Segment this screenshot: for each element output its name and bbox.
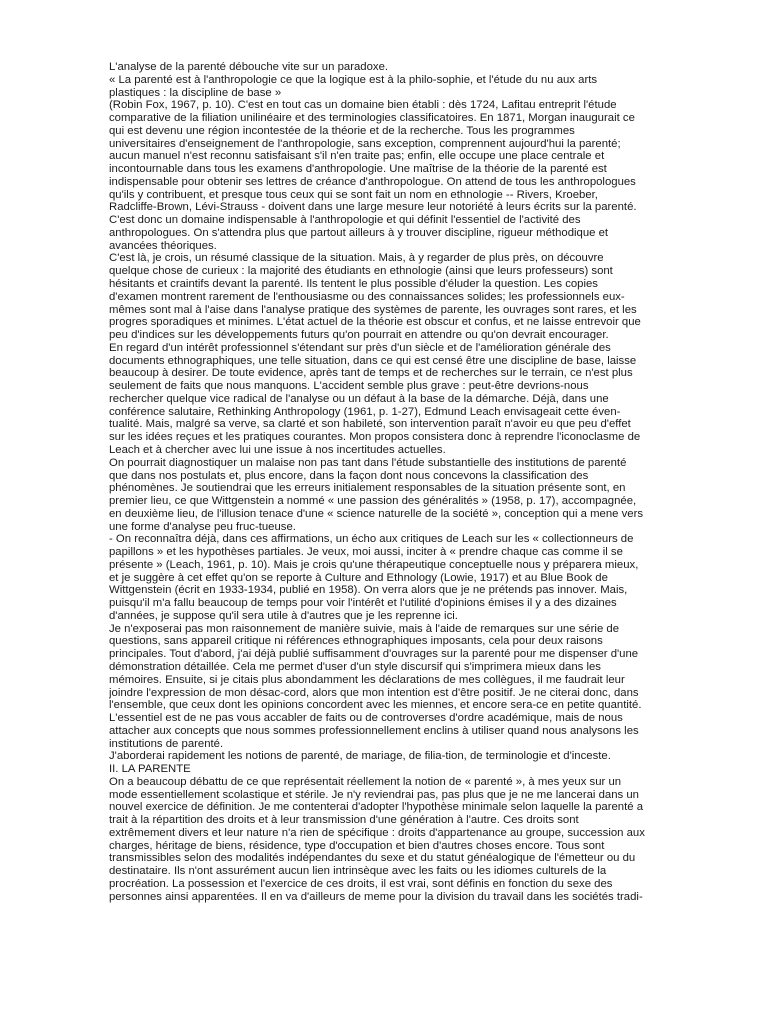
text-line: présente » (Leach, 1961, p. 10). Mais je crois qu'une thérapeutique conceptuelle nous y préparera mieux, bbox=[109, 558, 639, 571]
text-line: phénomènes. Je soutiendrai que les erreurs initialement responsables de la situation présente sont, en bbox=[109, 482, 626, 495]
text-line: et je suggère à cet effet qu'on se reporte à Culture and Ethnology (Lowie, 1917) et au Blue Book de bbox=[109, 571, 608, 584]
text-line: comparative de la filiation unilinéaire et des terminologies classificatoires. En 1871, Morgan inaugurait ce bbox=[109, 112, 635, 125]
text-line: J'aborderai rapidement les notions de parenté, de mariage, de filia-tion, de terminologie et d'inceste. bbox=[109, 750, 611, 763]
text-line: En regard d'un intérêt professionnel s'étendant sur près d'un siècle et de l'amélioration générale des bbox=[109, 341, 611, 354]
text-line: procréation. La possession et l'exercice de ces droits, il est vrai, sont définis en fonction du sexe des bbox=[109, 878, 613, 890]
text-line: nouvel exercice de définition. Je me contenterai d'adopter l'hypothèse minimale selon laquelle la parenté a bbox=[109, 801, 644, 814]
text-line: extrêmement divers et leur nature n'a rien de spécifique : droits d'appartenance au groupe, succession aux bbox=[109, 826, 645, 839]
text-line: incontournable dans tous les examens d'anthropologie. Une maîtrise de la théorie de la parenté est bbox=[109, 163, 607, 176]
text-line: démonstration détaillée. Cela me permet d'user d'un style discursif qui s'imprimera mieux dans les bbox=[109, 660, 601, 673]
text-line: Radcliffe-Brown, Lévi-Strauss - doivent dans une large mesure leur notoriété à leurs écrits sur la parenté. bbox=[109, 201, 637, 214]
text-line: d'années, je suppose qu'il sera utile à d'autres que je les reprenne ici. bbox=[109, 609, 458, 622]
text-line: conférence salutaire, Rethinking Anthropology (1961, p. 1-27), Edmund Leach envisageait cette éven- bbox=[109, 405, 621, 418]
text-line: universitaires d'enseignement de l'anthropologie, sans exception, comprennent aujourd'hui la parenté; bbox=[109, 137, 621, 150]
text-line: principales. Tout d'abord, j'ai déjà publié suffisamment d'ouvrages sur la parenté pour me dispenser d'une bbox=[109, 648, 639, 661]
text-line: personnes ainsi apparentées. Il en va d'ailleurs de meme pour la division du travail dans les sociétés tradi- bbox=[109, 890, 643, 903]
text-line: puisqu'il m'a fallu beaucoup de temps pour voir l'intérêt et l'utilité d'opinions émises il y a des dizaines bbox=[109, 597, 617, 610]
text-line: qu'ils y contribuent, et presque tous ceux qui se sont fait un nom en ethnologie -- Rivers, Kroeber, bbox=[109, 188, 598, 201]
text-line: une forme d'analyse peu fruc-tueuse. bbox=[109, 520, 296, 533]
text-line: aucun manuel n'est reconnu satisfaisant s'il n'en traite pas; enfin, elle occupe une place centrale et bbox=[109, 150, 605, 163]
text-line: (Robin Fox, 1967, p. 10). C'est en tout cas un domaine bien établi : dès 1724, Lafitau entreprit l'étude bbox=[109, 99, 617, 112]
text-line: qui est devenu une région incontestée de la théorie et de la recherche. Tous les programmes bbox=[109, 124, 575, 137]
text-line: mémoires. Ensuite, si je citais plus abondamment les déclarations de mes collègues, il me faudrait leur bbox=[109, 673, 625, 686]
text-line: joindre l'expression de mon désac-cord, alors que mon intention est d'être positif. Je ne citerai donc, dans bbox=[109, 686, 639, 699]
text-line: indispensable pour obtenir ses lettres de créance d'anthropologue. On attend de tous les anthropologues bbox=[109, 175, 636, 188]
text-line: progres sporadiques et minimes. L'état actuel de la théorie est obscur et confus, et ne laisse entrevoir que bbox=[109, 316, 641, 329]
text-line: mode essentiellement scolastique et stérile. Je n'y reviendrai pas, pas plus que je ne me lancerai dans un bbox=[109, 788, 639, 801]
text-line: charges, héritage de biens, résidence, type d'occupation et bien d'autres choses encore. Tous sont bbox=[109, 839, 605, 852]
text-line: papillons » et les hypothèses partiales. Je veux, moi aussi, inciter à « prendre chaque cas comme il se bbox=[109, 546, 623, 559]
body-text bbox=[109, 61, 669, 904]
text-line: quelque chose de curieux : la majorité des étudiants en ethnologie (ainsi que leurs professeurs) sont bbox=[109, 265, 613, 278]
text-line: Je n'exposerai pas mon raisonnement de manière suivie, mais à l'aide de remarques sur une série de bbox=[109, 622, 620, 635]
text-line: avancées théoriques. bbox=[109, 239, 217, 252]
text-line: Wittgenstein (écrit en 1933-1934, publié en 1958). On verra alors que je ne prétends pas innover. Mais, bbox=[109, 584, 628, 597]
text-line: institutions de parenté. bbox=[109, 737, 224, 750]
text-line: L'analyse de la parenté débouche vite sur un paradoxe. bbox=[109, 61, 389, 73]
text-line: On pourrait diagnostiquer un malaise non pas tant dans l'étude substantielle des institutions de parenté bbox=[109, 456, 627, 469]
text-line: trait à la répartition des droits et à leur transmission d'une génération à l'autre. Ces droits sont bbox=[109, 814, 579, 827]
text-line: transmissibles selon des modalités indépendantes du sexe et du statut généalogique de l'émetteur ou du bbox=[109, 852, 636, 865]
text-line: - On reconnaîtra déjà, dans ces affirmations, un écho aux critiques de Leach sur les « collectionneurs de bbox=[109, 533, 634, 546]
text-line: que dans nos postulats et, plus encore, dans la façon dont nous concevons la classification des bbox=[109, 469, 589, 482]
text-line: L'essentiel est de ne pas vous accabler de faits ou de controverses d'ordre académique, mais de nous bbox=[109, 712, 623, 725]
text-line: sur les idées reçues et les pratiques courantes. Mon propos consistera donc à reprendre l'iconoclasme de bbox=[109, 431, 641, 444]
text-line: attacher aux concepts que nous sommes professionnellement enclins à utiliser quand nous analysons les bbox=[109, 724, 639, 737]
text-line: mêmes sont mal à l'aise dans l'analyse pratique des systèmes de parente, les ouvrages sont rares, et les bbox=[109, 303, 637, 316]
text-line: beaucoup à desirer. De toute evidence, après tant de temps et de recherches sur le terrain, ce n'est plus bbox=[109, 367, 633, 380]
text-line: On a beaucoup débattu de ce que représentait réellement la notion de « parenté », à mes yeux sur un bbox=[109, 775, 622, 788]
text-line: d'examen montrent rarement de l'enthousiasme ou des connaissances solides; les professionnels eux- bbox=[109, 290, 625, 303]
text-line: premier lieu, ce que Wittgenstein a nommé « une passion des généralités » (1958, p. 17), accompagnée, bbox=[109, 495, 637, 508]
text-line: hésitants et craintifs devant la parenté. Ils tentent le plus possible d'éluder la question. Les copies bbox=[109, 278, 598, 291]
text-line: rechercher quelque vice radical de l'analyse ou un défaut à la base de la démarche. Déjà, dans une bbox=[109, 392, 609, 405]
text-line: seulement de faits que nous manquons. L'accident semble plus grave : peut-être devrions-nous bbox=[109, 380, 589, 393]
text-line: anthropologues. On s'attendra plus que partout ailleurs à y trouver discipline, rigueur méthodique et bbox=[109, 226, 609, 239]
text-line: peu d'indices sur les développements futurs qu'on pourrait en attendre ou qu'on devrait encourager. bbox=[109, 329, 609, 342]
text-line: C'est donc un domaine indispensable à l'anthropologie et qui définit l'essentiel de l'activité des bbox=[109, 214, 581, 227]
text-line: en deuxième lieu, de l'illusion tenace d'une « science naturelle de la société », conception qui a mene vers bbox=[109, 507, 644, 520]
text-line: Leach et à chercher avec lui une issue à nos incertitudes actuelles. bbox=[109, 443, 446, 456]
text-line: II. LA PARENTE bbox=[109, 763, 191, 776]
text-line: questions, sans appareil critique ni références ethnographiques imposants, cela pour deux raisons bbox=[109, 635, 603, 648]
text-line: C'est là, je crois, un résumé classique de la situation. Mais, à y regarder de plus près, on découvre bbox=[109, 252, 604, 265]
text-line: « La parenté est à l'anthropologie ce que la logique est à la philo-sophie, et l'étude du nu aux arts bbox=[109, 73, 598, 86]
text-line: l'ensemble, que ceux dont les opinions concordent avec les miennes, et encore sera-ce en petite quantité. bbox=[109, 699, 642, 712]
text-line: tualité. Mais, malgré sa verve, sa clarté et son habileté, son intervention paraît n'avoir eu que peu d'effet bbox=[109, 418, 631, 431]
text-line: destinataire. Ils n'ont assurément aucun lien intrinsèque avec les faits ou les idiomes culturels de la bbox=[109, 865, 607, 878]
text-line: documents ethnographiques, une telle situation, dans ce qui est censé être une discipline de base, laisse bbox=[109, 354, 637, 367]
text-line: plastiques : la discipline de base » bbox=[109, 86, 282, 99]
